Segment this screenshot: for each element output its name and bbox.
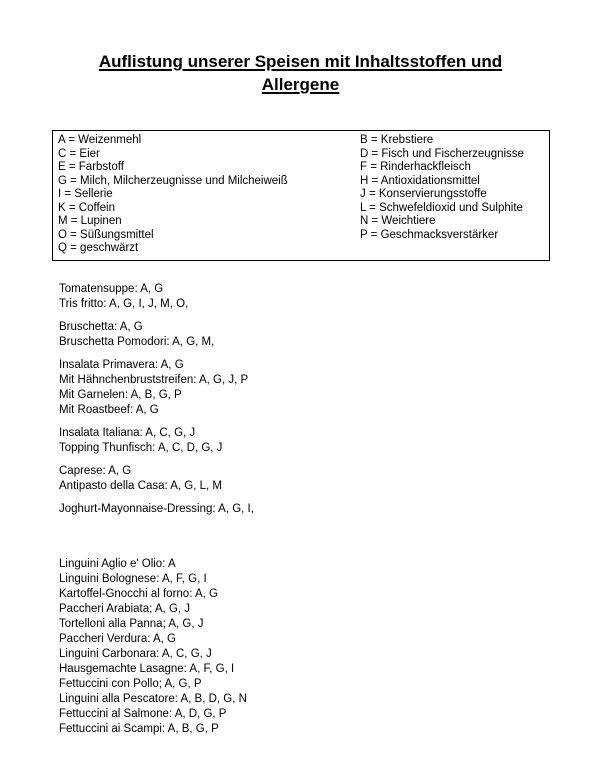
legend-row: [58, 242, 545, 256]
menu-line: Topping Thunfisch: A, C, D, G, J: [59, 442, 223, 454]
menu-list: [59, 282, 254, 737]
legend-entry-right: L = Schwefeldioxid und Sulphite: [360, 201, 523, 214]
menu-line: Paccheri Arabiata; A, G, J: [59, 603, 191, 615]
menu-line: Mit Roastbeef: A, G: [59, 404, 159, 416]
menu-line: Joghurt-Mayonnaise-Dressing: A, G, I,: [59, 503, 254, 515]
menu-line: Paccheri Verdura: A, G: [59, 633, 176, 645]
menu-line: Tortelloni alla Panna; A, G, J: [59, 618, 204, 630]
legend-entry-left: A = Weizenmehl: [58, 134, 142, 146]
menu-line: Caprese: A, G: [59, 465, 132, 477]
legend-row: [58, 188, 545, 202]
legend-row: [58, 148, 545, 162]
menu-line: Tomatensuppe: A, G: [59, 283, 164, 295]
legend-row: [58, 202, 545, 216]
legend-entry-right: H = Antioxidationsmittel: [360, 174, 480, 187]
menu-line: Linguini Aglio e' Olio: A: [59, 558, 176, 570]
menu-line: Fettuccini ai Scampi: A, B, G, P: [59, 723, 219, 735]
legend-entry-right: D = Fisch und Fischerzeugnisse: [360, 147, 524, 160]
menu-line: Linguini alla Pescatore: A, B, D, G, N: [59, 693, 247, 705]
menu-line: Linguini Carbonara: A, C, G, J: [59, 648, 212, 660]
legend-entry-left: M = Lupinen: [58, 215, 122, 227]
menu-line: Fettuccini con Pollo; A, G, P: [59, 678, 202, 690]
legend-row: [58, 229, 545, 243]
menu-line: Tris fritto: A, G, I, J, M, O,: [59, 298, 189, 310]
page-title: [0, 50, 601, 96]
menu-line: Bruschetta Pomodori: A, G, M,: [59, 336, 215, 348]
legend-entry-left: C = Eier: [58, 147, 100, 160]
menu-group: [59, 557, 254, 737]
legend-entry-right: J = Konservierungsstoffe: [360, 188, 487, 200]
legend-entry-right: P = Geschmacksverstärker: [360, 228, 499, 241]
menu-line: Insalata Primavera: A, G: [59, 359, 184, 371]
legend-entry-left: K = Coffein: [58, 201, 116, 214]
menu-group: [59, 502, 254, 517]
legend-entry-right: N = Weichtiere: [360, 215, 436, 227]
menu-group: [59, 358, 254, 418]
menu-line: Kartoffel-Gnocchi al forno: A, G: [59, 588, 218, 600]
legend-row: [58, 215, 545, 229]
legend-entry-right: F = Rinderhackfleisch: [360, 161, 471, 173]
menu-line: Mit Garnelen: A, B, G, P: [59, 389, 182, 401]
legend-entry-right: [360, 242, 545, 256]
legend-row: [58, 175, 545, 189]
allergen-legend-box: [52, 130, 550, 261]
legend-entry-left: Q = geschwärzt: [58, 242, 139, 254]
legend-entry-right: B = Krebstiere: [360, 134, 434, 146]
menu-line: Antipasto della Casa: A, G, L, M: [59, 480, 222, 492]
page-title-line-2: Allergene: [261, 75, 340, 94]
menu-group: [59, 464, 254, 494]
menu-line: Bruschetta: A, G: [59, 321, 143, 333]
menu-line: Fettuccini al Salmone: A, D, G, P: [59, 708, 227, 720]
menu-group: [59, 426, 254, 456]
menu-line: Linguini Bolognese: A, F, G, I: [59, 573, 207, 585]
legend-entry-left: E = Farbstoff: [58, 161, 124, 173]
menu-group: [59, 320, 254, 350]
menu-line: Hausgemachte Lasagne: A, F, G, I: [59, 663, 235, 675]
menu-line: Insalata Italiana: A, C, G, J: [59, 427, 196, 439]
legend-row: [58, 134, 545, 148]
legend-entry-left: O = Süßungsmittel: [58, 228, 154, 241]
page-title-line-1: Auflistung unserer Speisen mit Inhaltsstoffen und: [98, 52, 503, 71]
legend-entry-left: I = Sellerie: [58, 188, 113, 200]
menu-group: [59, 282, 254, 312]
legend-row: [58, 161, 545, 175]
menu-line: Mit Hähnchenbruststreifen: A, G, J, P: [59, 374, 249, 386]
legend-entry-left: G = Milch, Milcherzeugnisse und Milcheiweiß: [58, 174, 288, 187]
